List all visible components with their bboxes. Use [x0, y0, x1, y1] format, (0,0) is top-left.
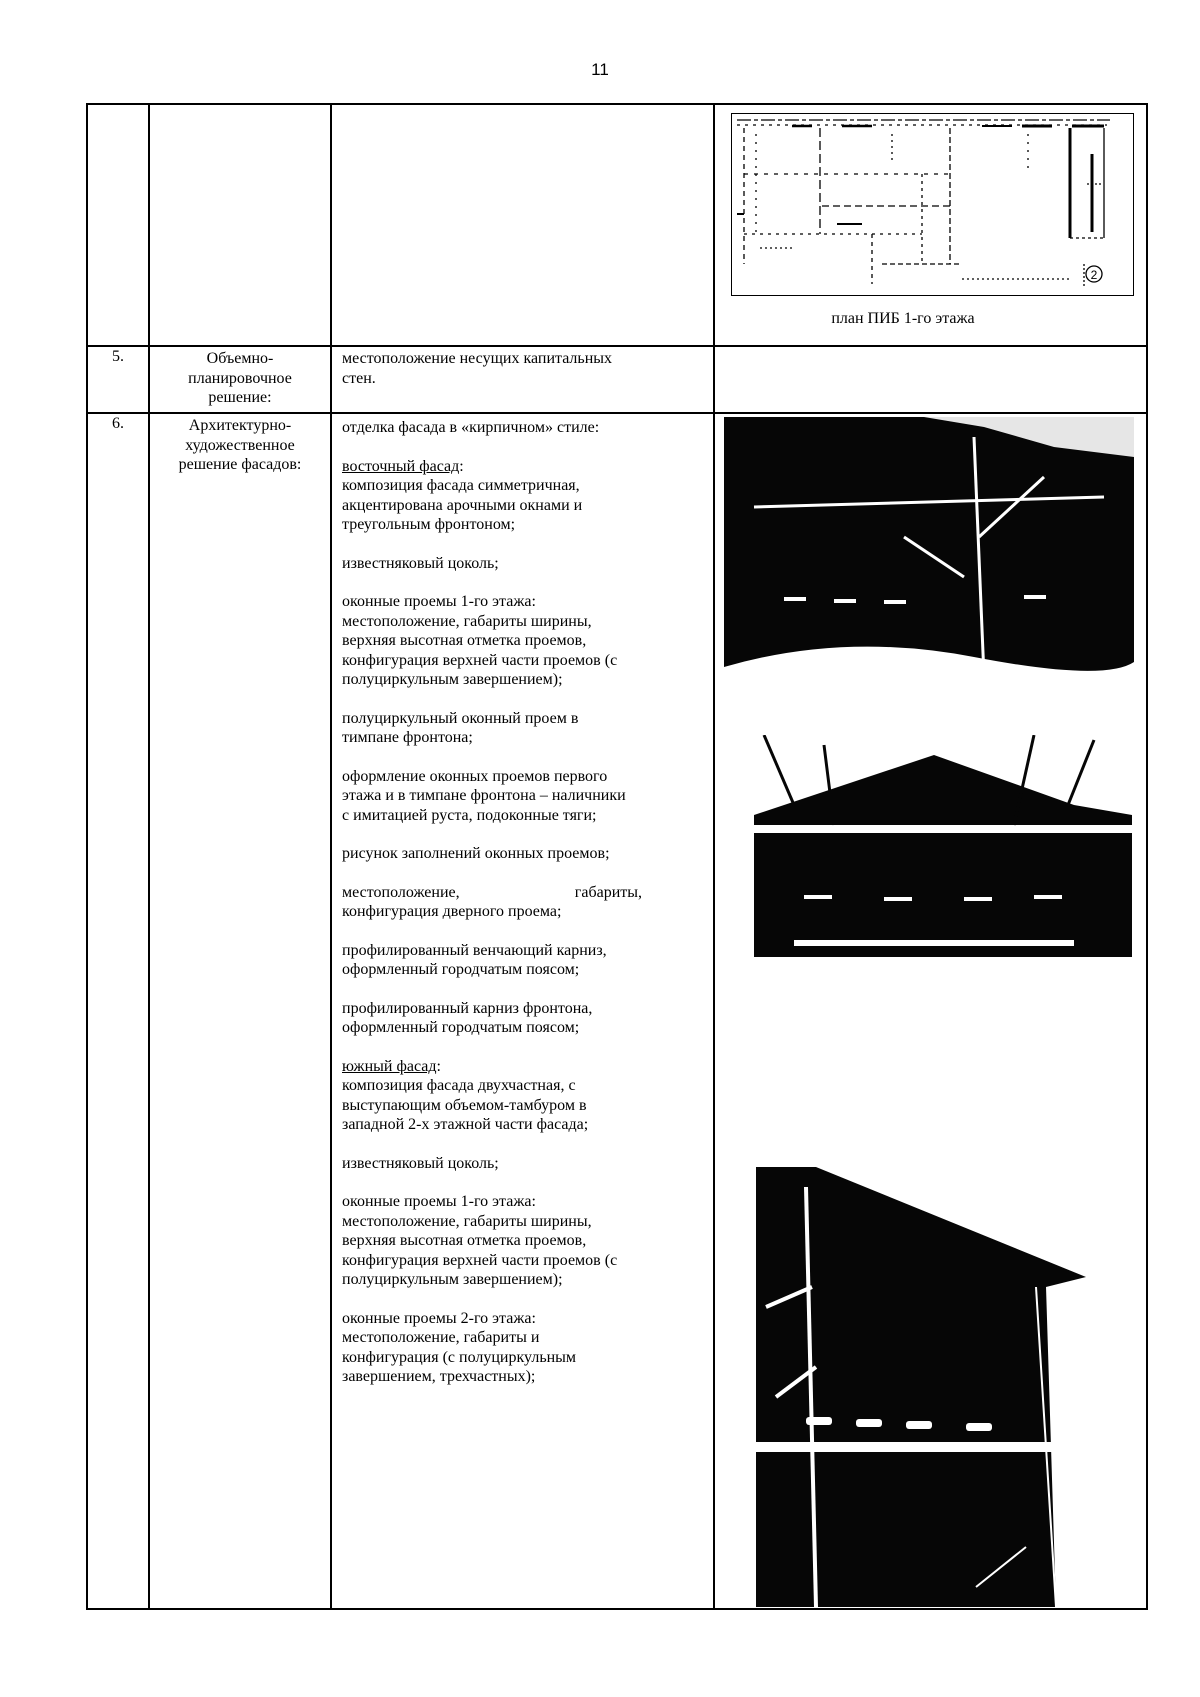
text-line: оконные проемы 1-го этажа:	[342, 593, 536, 610]
text-line: профилированный венчающий карниз,	[342, 941, 607, 959]
text-line: местоположение, габариты ширины,	[342, 1212, 592, 1230]
text-line: этажа и в тимпане фронтона – наличники	[342, 787, 626, 804]
text-fragment: местоположение,	[342, 883, 460, 901]
text-line: конфигурация (с полуциркульным	[342, 1348, 577, 1366]
page-number: 11	[591, 60, 609, 79]
text-line: оконные проемы 2-го этажа:	[342, 1309, 536, 1327]
text-line: выступающим объемом-тамбуром в	[342, 1096, 587, 1114]
text-line: акцентирована арочными окнами и	[342, 496, 583, 514]
south-facade-heading	[342, 1057, 704, 1077]
row-divider	[88, 412, 1146, 414]
text-line: полуциркульным завершением);	[342, 671, 563, 688]
row-content-line: стен.	[342, 369, 376, 387]
row-divider	[88, 345, 1146, 347]
south-facade-photo	[756, 1167, 1086, 1607]
row-title-line: решение фасадов:	[178, 456, 302, 473]
east-facade-photo-2	[734, 735, 1132, 957]
heritage-table	[86, 103, 1148, 1610]
text-line: известняковый цоколь;	[342, 1154, 499, 1172]
text-line: верхняя высотная отметка проемов,	[342, 632, 587, 649]
text-line: конфигурация верхней части проемов (с	[342, 1251, 618, 1269]
row-title	[150, 416, 330, 475]
text-line: полуциркульным завершением);	[342, 1271, 563, 1288]
axis-marker-label: 2	[1090, 268, 1098, 282]
row-title-line: Объемно-	[206, 350, 274, 367]
east-facade-photo-art	[724, 417, 1134, 705]
text-fragment: габариты,	[574, 883, 642, 901]
text-line: композиция фасада двухчастная, с	[342, 1077, 576, 1094]
intro-line: отделка фасада в «кирпичном» стиле:	[342, 419, 600, 436]
floor-plan-drawing	[732, 114, 1132, 294]
text-line: конфигурация верхней части проемов (с	[342, 651, 618, 669]
row-title-line: планировочное	[188, 369, 292, 387]
south-facade-photo-art	[756, 1167, 1086, 1607]
heading-colon: :	[459, 457, 464, 475]
row-number: 5.	[112, 348, 124, 365]
text-line: полуциркульный оконный проем в	[342, 709, 579, 727]
row-content-line: местоположение несущих капитальных	[342, 350, 613, 367]
text-line: рисунок заполнений оконных проемов;	[342, 845, 610, 862]
row-title	[150, 349, 330, 408]
text-line: профилированный карниз фронтона,	[342, 999, 593, 1017]
column-divider	[713, 105, 715, 1608]
text-line: западной 2-х этажной части фасада;	[342, 1116, 589, 1133]
text-line: оформление оконных проемов первого	[342, 767, 608, 785]
text-line: с имитацией руста, подоконные тяги;	[342, 806, 597, 824]
text-line: оформленный городчатым поясом;	[342, 961, 580, 978]
row-title-line: художественное	[185, 436, 295, 454]
east-facade-photo-2-art	[734, 735, 1132, 957]
row-number: 6.	[112, 415, 124, 432]
row-title-line: решение:	[208, 389, 272, 406]
east-facade-photo	[724, 417, 1134, 705]
floor-plan-image	[731, 113, 1134, 296]
text-line	[342, 883, 642, 903]
facade-description	[342, 418, 704, 1387]
text-line: верхняя высотная отметка проемов,	[342, 1232, 587, 1249]
text-line: местоположение, габариты ширины,	[342, 612, 592, 630]
east-facade-heading	[342, 457, 704, 477]
row-content	[342, 349, 712, 388]
text-line: конфигурация дверного проема;	[342, 903, 562, 920]
east-heading-text: восточный фасад	[342, 457, 460, 475]
row-title-line: Архитектурно-	[188, 417, 292, 434]
text-line: завершением, трехчастных);	[342, 1368, 536, 1385]
column-divider	[148, 105, 150, 1608]
text-line: композиция фасада симметричная,	[342, 477, 580, 494]
heading-colon: :	[436, 1057, 441, 1075]
text-line: тимпане фронтона;	[342, 729, 473, 746]
text-line: треугольным фронтоном;	[342, 516, 516, 533]
floor-plan-caption: план ПИБ 1-го этажа	[831, 310, 975, 327]
text-line: оформленный городчатым поясом;	[342, 1019, 580, 1036]
column-divider	[330, 105, 332, 1608]
text-line: известняковый цоколь;	[342, 554, 499, 572]
text-line: оконные проемы 1-го этажа:	[342, 1193, 536, 1210]
south-heading-text: южный фасад	[342, 1057, 437, 1075]
text-line: местоположение, габариты и	[342, 1329, 540, 1346]
